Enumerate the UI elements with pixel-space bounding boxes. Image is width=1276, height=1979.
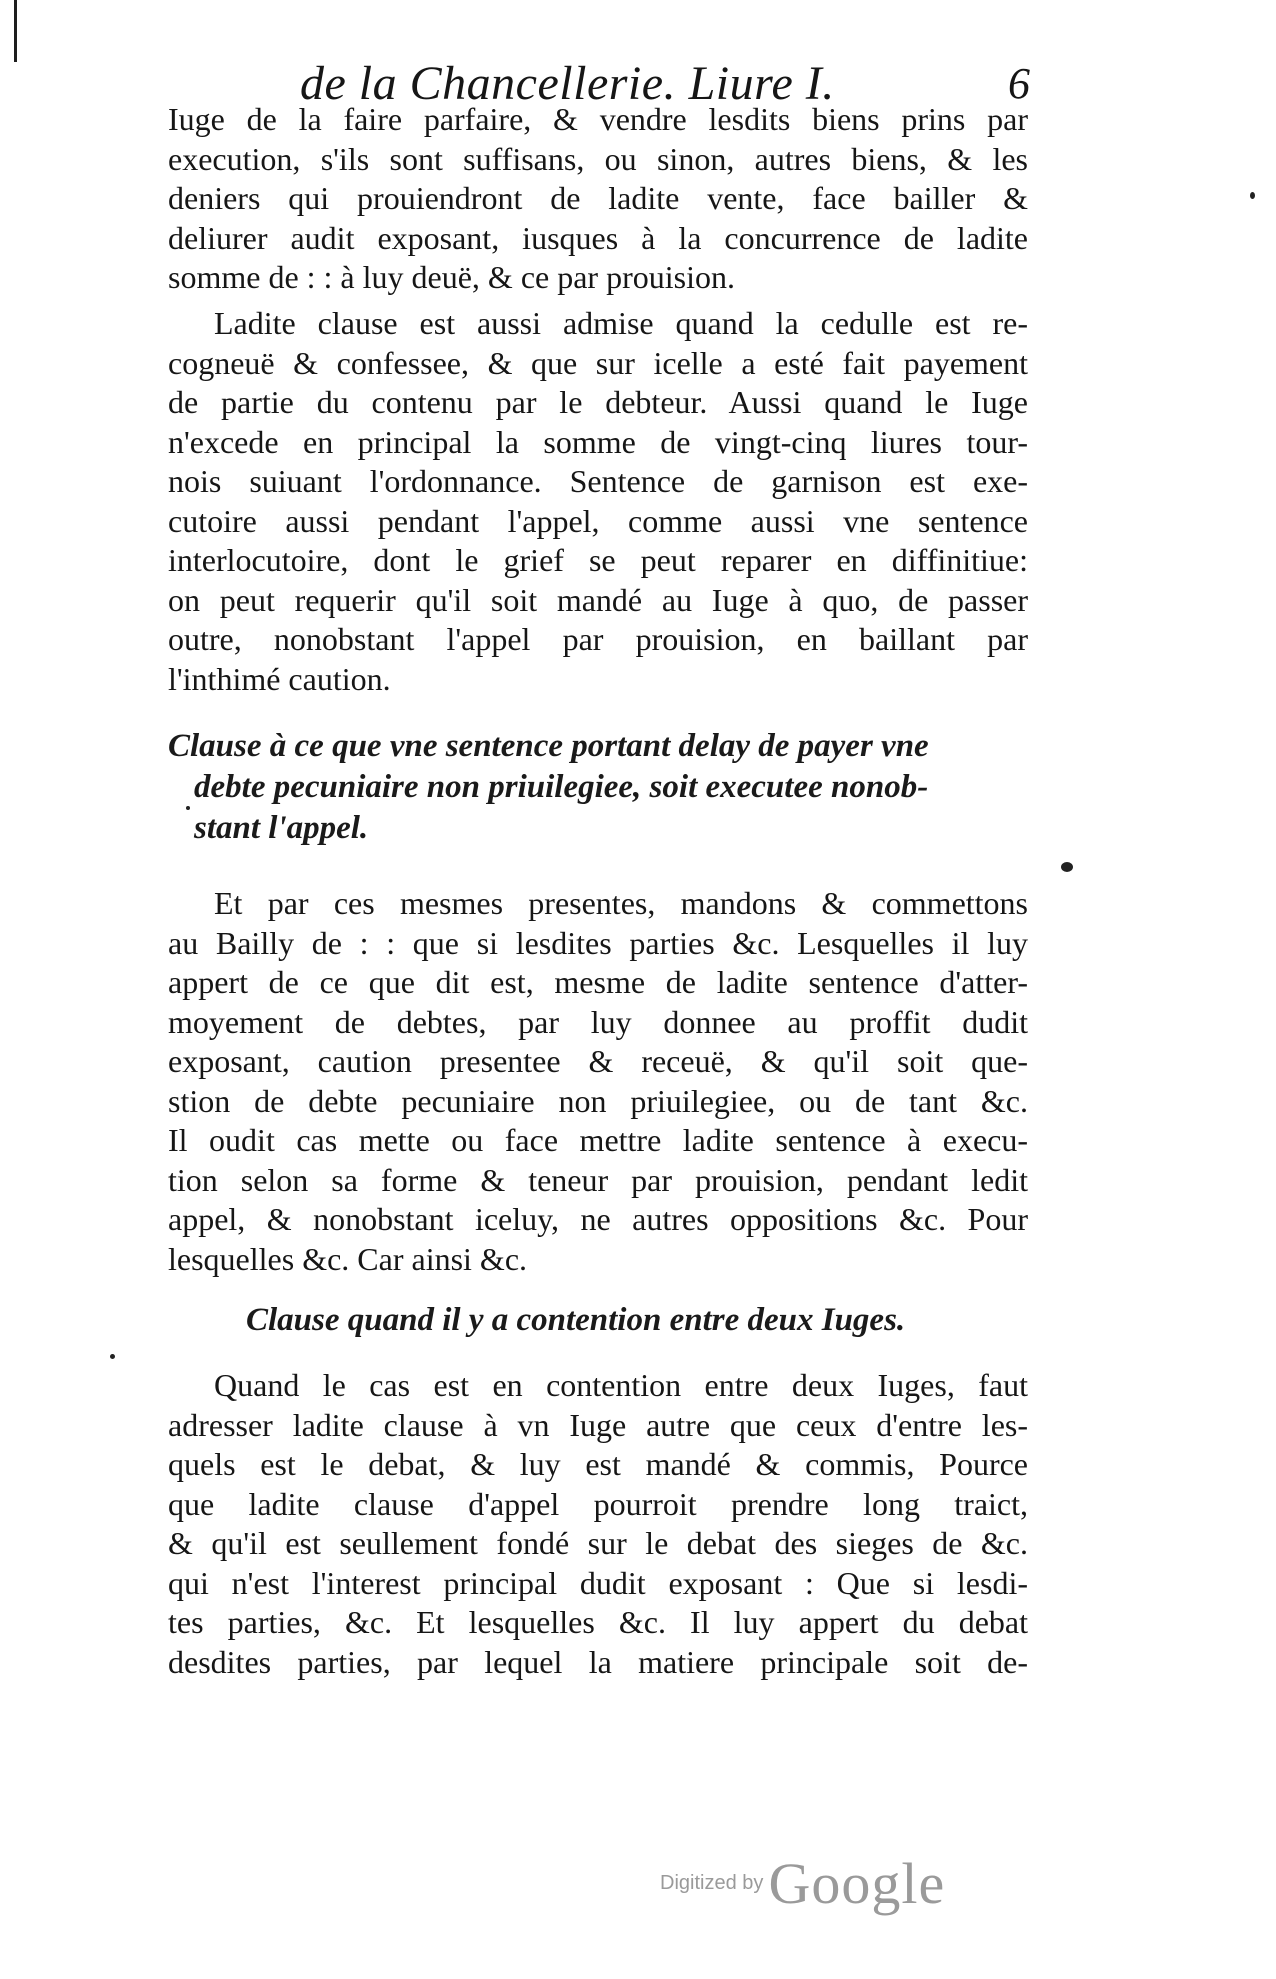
text-line: tion selon sa forme & teneur par prouision, pendant ledit bbox=[168, 1161, 1028, 1198]
heading-line: Clause à ce que vne sentence portant delay de payer vne bbox=[168, 728, 929, 764]
paragraph-clause-admise bbox=[168, 304, 1028, 699]
text-line: on peut requerir qu'il soit mandé au Iuge à quo, de passer bbox=[168, 581, 1028, 618]
heading-line: debte pecuniaire non priuilegiee, soit executee nonob- bbox=[194, 769, 929, 805]
section-heading bbox=[246, 1300, 905, 1341]
text-line: moyement de debtes, par luy donnee au proffit dudit bbox=[168, 1003, 1028, 1040]
ink-speck bbox=[1250, 192, 1255, 199]
text-line: adresser ladite clause à vn Iuge autre que ceux d'entre les- bbox=[168, 1406, 1028, 1443]
text-line: stion de debte pecuniaire non priuilegiee, ou de tant &c. bbox=[168, 1082, 1028, 1119]
text-line: l'inthimé caution. bbox=[168, 660, 391, 697]
text-line: & qu'il est seullement fondé sur le debat des sieges de &c. bbox=[168, 1525, 1028, 1561]
text-line: Et par ces mesmes presentes, mandons & commettons bbox=[214, 885, 1028, 921]
text-line: Iuge de la faire parfaire, & vendre lesdits biens prins par bbox=[168, 101, 1028, 137]
text-line: de partie du contenu par le debteur. Aussi quand le Iuge bbox=[168, 384, 1028, 420]
text-line: Il oudit cas mette ou face mettre ladite sentence à execu- bbox=[168, 1122, 1028, 1158]
text-line: qui n'est l'interest principal dudit exposant : Que si lesdi- bbox=[168, 1564, 1028, 1601]
text-line: au Bailly de : : que si lesdites parties &c. Lesquelles il luy bbox=[168, 924, 1028, 961]
text-line: Quand le cas est en contention entre deux Iuges, faut bbox=[214, 1367, 1028, 1403]
text-line: cogneuë & confessee, & que sur icelle a esté fait payement bbox=[168, 344, 1028, 381]
text-line: desdites parties, par lequel la matiere principale soit de- bbox=[168, 1643, 1028, 1680]
running-title: de la Chancellerie. Liure I. bbox=[300, 57, 835, 110]
text-line: nois suiuant l'ordonnance. Sentence de garnison est exe- bbox=[168, 463, 1028, 499]
text-line: exposant, caution presentee & receuë, & qu'il soit que- bbox=[168, 1043, 1028, 1079]
section-heading bbox=[168, 726, 929, 849]
text-line: quels est le debat, & luy est mandé & commis, Pource bbox=[168, 1446, 1028, 1482]
heading-line: Clause quand il y a contention entre deux Iuges. bbox=[246, 1302, 906, 1338]
text-line: Ladite clause est aussi admise quand la cedulle est re- bbox=[214, 305, 1028, 341]
text-line: appert de ce que dit est, mesme de ladite sentence d'atter- bbox=[168, 964, 1028, 1000]
text-line: execution, s'ils sont suffisans, ou sinon, autres biens, & les bbox=[168, 140, 1028, 177]
text-line: deliurer audit exposant, iusques à la concurrence de ladite bbox=[168, 219, 1028, 256]
text-line: cutoire aussi pendant l'appel, comme aussi vne sentence bbox=[168, 502, 1028, 539]
text-line: outre, nonobstant l'appel par prouision, en baillant par bbox=[168, 621, 1028, 657]
margin-rule bbox=[14, 0, 17, 62]
text-line: appel, & nonobstant iceluy, ne autres oppositions &c. Pour bbox=[168, 1201, 1028, 1237]
digitized-by-google-watermark bbox=[660, 1850, 945, 1917]
text-line: interlocutoire, dont le grief se peut reparer en diffinitiue: bbox=[168, 542, 1028, 578]
google-logo: Google bbox=[768, 1851, 946, 1916]
page-number: 6 bbox=[1008, 59, 1030, 108]
text-line: n'excede en principal la somme de vingt-cinq liures tour- bbox=[168, 423, 1028, 460]
paragraph-continuation bbox=[168, 100, 1028, 298]
heading-line: stant l'appel. bbox=[194, 810, 369, 846]
ink-speck bbox=[110, 1354, 115, 1359]
text-line: que ladite clause d'appel pourroit prendre long traict, bbox=[168, 1485, 1028, 1522]
watermark-prefix: Digitized by bbox=[660, 1872, 764, 1894]
ink-speck bbox=[186, 806, 190, 810]
paragraph-contention bbox=[168, 1366, 1028, 1682]
text-line: somme de : : à luy deuë, & ce par prouision. bbox=[168, 259, 735, 295]
ink-speck bbox=[1061, 862, 1073, 872]
text-line: deniers qui prouiendront de ladite vente, face bailler & bbox=[168, 180, 1028, 216]
text-line: lesquelles &c. Car ainsi &c. bbox=[168, 1240, 528, 1277]
text-line: tes parties, &c. Et lesquelles &c. Il luy appert du debat bbox=[168, 1604, 1028, 1640]
paragraph-mandons bbox=[168, 884, 1028, 1279]
